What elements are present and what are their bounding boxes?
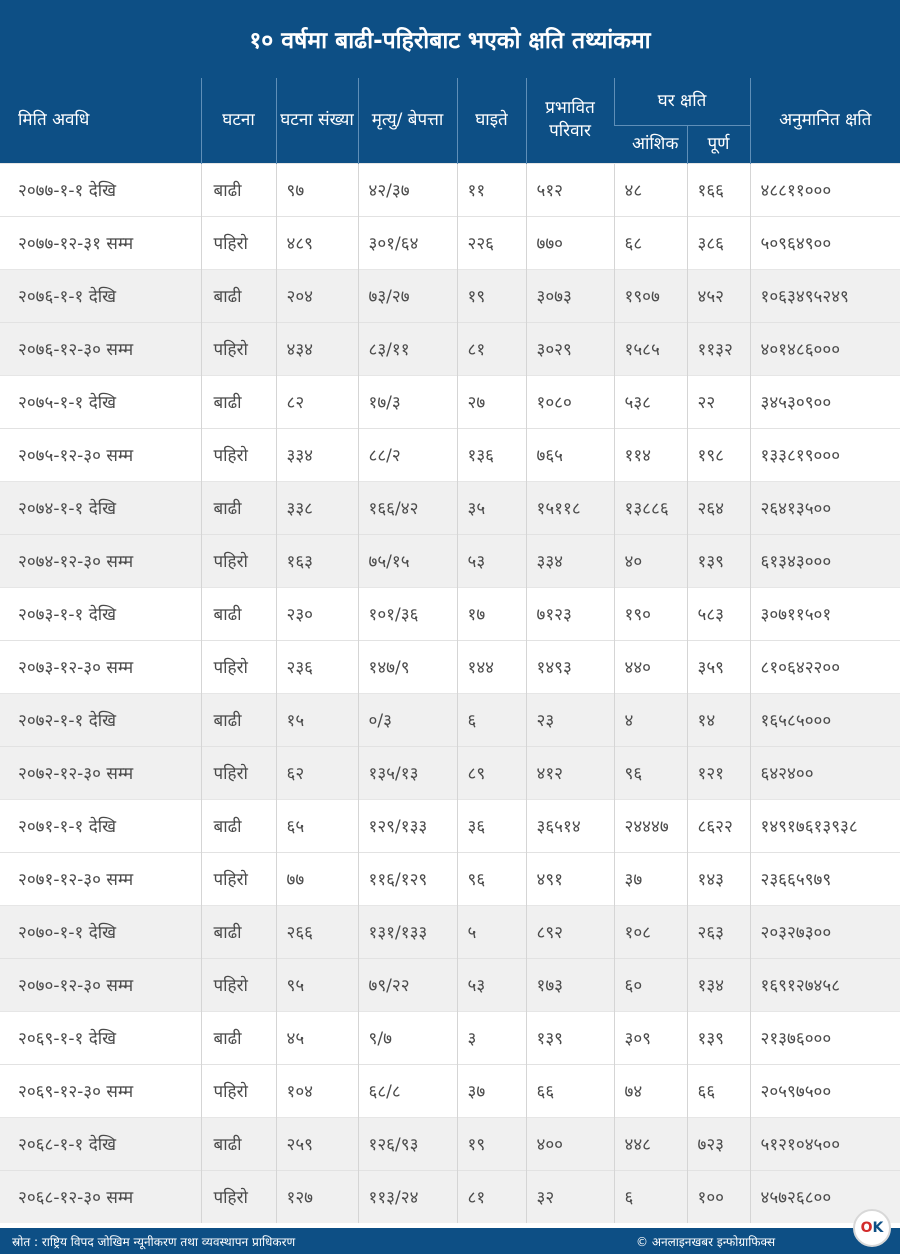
cell-period: २०७४-१-१ देखि (0, 481, 201, 534)
table-row (0, 428, 900, 481)
cell-period: २०७१-१२-३० सम्म (0, 852, 201, 905)
cell-death-missing: ७५/१५ (358, 534, 457, 587)
cell-full: २६४ (687, 481, 750, 534)
cell-death-missing: ९/७ (358, 1011, 457, 1064)
header-partial: आंशिक (614, 125, 687, 163)
header-count: घटना संख्या (276, 78, 358, 163)
table-row (0, 852, 900, 905)
cell-full: २६३ (687, 905, 750, 958)
cell-estimated-loss: ३४५३०९०० (750, 375, 900, 428)
cell-affected-family: ३०७३ (526, 269, 614, 322)
cell-count: ४५ (276, 1011, 358, 1064)
cell-injured: ३५ (457, 481, 526, 534)
cell-injured: ८९ (457, 746, 526, 799)
cell-event: पहिरो (201, 640, 276, 693)
brand-logo-icon (853, 1209, 891, 1247)
cell-event: पहिरो (201, 958, 276, 1011)
cell-partial: १०८ (614, 905, 687, 958)
cell-partial: ३०९ (614, 1011, 687, 1064)
cell-full: ४५२ (687, 269, 750, 322)
cell-death-missing: १३१/१३३ (358, 905, 457, 958)
cell-event: पहिरो (201, 216, 276, 269)
cell-full: ३८६ (687, 216, 750, 269)
cell-period: २०७५-१-१ देखि (0, 375, 201, 428)
table-row (0, 746, 900, 799)
cell-estimated-loss: २६४१३५०० (750, 481, 900, 534)
cell-affected-family: ३०२९ (526, 322, 614, 375)
cell-partial: ५३८ (614, 375, 687, 428)
cell-injured: ३६ (457, 799, 526, 852)
cell-period: २०७५-१२-३० सम्म (0, 428, 201, 481)
table-row (0, 481, 900, 534)
cell-event: पहिरो (201, 852, 276, 905)
cell-partial: १९०७ (614, 269, 687, 322)
cell-event: पहिरो (201, 428, 276, 481)
table-row (0, 958, 900, 1011)
cell-period: २०६९-१-१ देखि (0, 1011, 201, 1064)
header-house-damage: घर क्षति (614, 78, 750, 125)
cell-period: २०७०-१२-३० सम्म (0, 958, 201, 1011)
cell-partial: ११४ (614, 428, 687, 481)
cell-partial: २४४४७ (614, 799, 687, 852)
cell-partial: ४ (614, 693, 687, 746)
cell-affected-family: १३९ (526, 1011, 614, 1064)
cell-full: १२१ (687, 746, 750, 799)
cell-affected-family: ३६५१४ (526, 799, 614, 852)
cell-affected-family: १४९३ (526, 640, 614, 693)
cell-death-missing: ६८/८ (358, 1064, 457, 1117)
cell-injured: २२६ (457, 216, 526, 269)
cell-death-missing: १७/३ (358, 375, 457, 428)
cell-event: बाढी (201, 905, 276, 958)
header-affected-family: प्रभावित परिवार (526, 78, 614, 163)
cell-estimated-loss: ४८८११००० (750, 163, 900, 216)
cell-estimated-loss: १६५८५००० (750, 693, 900, 746)
table-row (0, 534, 900, 587)
cell-estimated-loss: ४०१४८६००० (750, 322, 900, 375)
cell-injured: १९ (457, 1117, 526, 1170)
cell-partial: ४४८ (614, 1117, 687, 1170)
cell-count: २३० (276, 587, 358, 640)
cell-count: ३३८ (276, 481, 358, 534)
cell-injured: १९ (457, 269, 526, 322)
table-row (0, 163, 900, 216)
cell-period: २०७६-१२-३० सम्म (0, 322, 201, 375)
cell-partial: ३७ (614, 852, 687, 905)
table-row (0, 1064, 900, 1117)
cell-injured: ५३ (457, 534, 526, 587)
cell-affected-family: ५१२ (526, 163, 614, 216)
cell-period: २०७३-१२-३० सम्म (0, 640, 201, 693)
cell-partial: १९० (614, 587, 687, 640)
cell-event: पहिरो (201, 1064, 276, 1117)
cell-affected-family: २३ (526, 693, 614, 746)
cell-affected-family: ६६ (526, 1064, 614, 1117)
cell-period: २०७३-१-१ देखि (0, 587, 201, 640)
table-row (0, 322, 900, 375)
cell-full: ८६२२ (687, 799, 750, 852)
cell-period: २०६९-१२-३० सम्म (0, 1064, 201, 1117)
cell-injured: ३७ (457, 1064, 526, 1117)
cell-full: ५८३ (687, 587, 750, 640)
cell-death-missing: ८८/२ (358, 428, 457, 481)
cell-estimated-loss: २१३७६००० (750, 1011, 900, 1064)
cell-estimated-loss: ३०७११५०१ (750, 587, 900, 640)
cell-event: बाढी (201, 375, 276, 428)
cell-injured: ९६ (457, 852, 526, 905)
cell-estimated-loss: ८१०६४२२०० (750, 640, 900, 693)
cell-event: बाढी (201, 1117, 276, 1170)
cell-full: ७२३ (687, 1117, 750, 1170)
cell-affected-family: ३२ (526, 1170, 614, 1223)
cell-full: २२ (687, 375, 750, 428)
cell-death-missing: १३५/१३ (358, 746, 457, 799)
cell-injured: ५३ (457, 958, 526, 1011)
cell-affected-family: ४०० (526, 1117, 614, 1170)
cell-death-missing: १२९/१३३ (358, 799, 457, 852)
cell-period: २०७२-१२-३० सम्म (0, 746, 201, 799)
cell-affected-family: ४९१ (526, 852, 614, 905)
cell-count: ६२ (276, 746, 358, 799)
cell-affected-family: ७७० (526, 216, 614, 269)
cell-count: ३३४ (276, 428, 358, 481)
cell-estimated-loss: २०३२७३०० (750, 905, 900, 958)
cell-affected-family: ७१२३ (526, 587, 614, 640)
source-note: स्रोत : राष्ट्रिय विपद जोखिम न्यूनीकरण तथा व्यवस्थापन प्राधिकरण (12, 1234, 296, 1249)
table-row (0, 1117, 900, 1170)
page-title: १० वर्षमा बाढी-पहिरोबाट भएको क्षति तथ्यांकमा (0, 0, 900, 78)
cell-estimated-loss: ५०९६४९०० (750, 216, 900, 269)
logo-letter-k: K (872, 1220, 884, 1236)
cell-partial: ४८ (614, 163, 687, 216)
cell-event: पहिरो (201, 322, 276, 375)
cell-death-missing: ११३/२४ (358, 1170, 457, 1223)
table-row (0, 799, 900, 852)
cell-death-missing: ७९/२२ (358, 958, 457, 1011)
header-event: घटना (201, 78, 276, 163)
cell-injured: १३६ (457, 428, 526, 481)
cell-death-missing: १६६/४२ (358, 481, 457, 534)
table-row (0, 1011, 900, 1064)
cell-full: ११३२ (687, 322, 750, 375)
cell-event: बाढी (201, 693, 276, 746)
cell-count: ८२ (276, 375, 358, 428)
header-injured: घाइते (457, 78, 526, 163)
footer-bar (0, 1228, 900, 1254)
cell-estimated-loss: १६९१२७४५८ (750, 958, 900, 1011)
header-estimated-loss: अनुमानित क्षति (750, 78, 900, 163)
header-period: मिति अवधि (0, 78, 201, 163)
cell-period: २०७२-१-१ देखि (0, 693, 201, 746)
cell-estimated-loss: २३६६५९७९ (750, 852, 900, 905)
cell-count: २५९ (276, 1117, 358, 1170)
cell-death-missing: ११६/१२९ (358, 852, 457, 905)
cell-full: १४ (687, 693, 750, 746)
cell-injured: ८१ (457, 322, 526, 375)
cell-count: ७७ (276, 852, 358, 905)
cell-partial: ६८ (614, 216, 687, 269)
cell-full: १०० (687, 1170, 750, 1223)
cell-count: ६५ (276, 799, 358, 852)
table-row (0, 269, 900, 322)
cell-estimated-loss: २०५९७५०० (750, 1064, 900, 1117)
cell-injured: ६ (457, 693, 526, 746)
cell-event: पहिरो (201, 1170, 276, 1223)
cell-count: १५ (276, 693, 358, 746)
table-row (0, 587, 900, 640)
cell-event: पहिरो (201, 534, 276, 587)
cell-affected-family: ४१२ (526, 746, 614, 799)
cell-estimated-loss: ५१२१०४५०० (750, 1117, 900, 1170)
cell-partial: ६ (614, 1170, 687, 1223)
cell-full: १३९ (687, 534, 750, 587)
cell-full: १६६ (687, 163, 750, 216)
cell-affected-family: ३३४ (526, 534, 614, 587)
cell-count: २६६ (276, 905, 358, 958)
table-row (0, 640, 900, 693)
cell-partial: ९६ (614, 746, 687, 799)
cell-count: २०४ (276, 269, 358, 322)
cell-affected-family: १७३ (526, 958, 614, 1011)
cell-injured: २७ (457, 375, 526, 428)
cell-period: २०७१-१-१ देखि (0, 799, 201, 852)
cell-estimated-loss: ६४२४०० (750, 746, 900, 799)
cell-estimated-loss: १३३८१९००० (750, 428, 900, 481)
table-row (0, 693, 900, 746)
cell-partial: ७४ (614, 1064, 687, 1117)
cell-event: बाढी (201, 481, 276, 534)
cell-injured: १४४ (457, 640, 526, 693)
cell-injured: ३ (457, 1011, 526, 1064)
header-death-missing: मृत्यु/ बेपत्ता (358, 78, 457, 163)
cell-partial: ६० (614, 958, 687, 1011)
cell-period: २०७७-१२-३१ सम्म (0, 216, 201, 269)
table-row (0, 375, 900, 428)
cell-full: ३५९ (687, 640, 750, 693)
cell-count: ९७ (276, 163, 358, 216)
table-row (0, 1170, 900, 1223)
cell-partial: १३८८६ (614, 481, 687, 534)
cell-event: बाढी (201, 1011, 276, 1064)
cell-full: १४३ (687, 852, 750, 905)
cell-death-missing: ८३/११ (358, 322, 457, 375)
cell-full: ६६ (687, 1064, 750, 1117)
cell-injured: १७ (457, 587, 526, 640)
cell-estimated-loss: १४९१७६१३९३८ (750, 799, 900, 852)
cell-event: बाढी (201, 163, 276, 216)
cell-death-missing: ३०१/६४ (358, 216, 457, 269)
cell-injured: ११ (457, 163, 526, 216)
cell-event: बाढी (201, 269, 276, 322)
cell-event: पहिरो (201, 746, 276, 799)
table-header (0, 78, 900, 163)
table-row (0, 905, 900, 958)
cell-count: १०४ (276, 1064, 358, 1117)
cell-affected-family: ८९२ (526, 905, 614, 958)
cell-period: २०७०-१-१ देखि (0, 905, 201, 958)
logo-letter-o: O (860, 1220, 873, 1236)
cell-death-missing: १०१/३६ (358, 587, 457, 640)
cell-event: बाढी (201, 587, 276, 640)
cell-count: ४३४ (276, 322, 358, 375)
header-full: पूर्ण (687, 125, 750, 163)
cell-death-missing: १२६/९३ (358, 1117, 457, 1170)
cell-death-missing: ४२/३७ (358, 163, 457, 216)
table-body (0, 163, 900, 1223)
table-row (0, 216, 900, 269)
damage-table (0, 78, 900, 1223)
cell-death-missing: ०/३ (358, 693, 457, 746)
cell-estimated-loss: ४५७२६८०० (750, 1170, 900, 1223)
cell-period: २०६८-१२-३० सम्म (0, 1170, 201, 1223)
cell-estimated-loss: ६१३४३००० (750, 534, 900, 587)
cell-event: बाढी (201, 799, 276, 852)
cell-partial: १५८५ (614, 322, 687, 375)
cell-partial: ४० (614, 534, 687, 587)
cell-affected-family: १०८० (526, 375, 614, 428)
cell-full: १३४ (687, 958, 750, 1011)
cell-count: १६३ (276, 534, 358, 587)
cell-injured: ५ (457, 905, 526, 958)
cell-death-missing: ७३/२७ (358, 269, 457, 322)
cell-count: ४८९ (276, 216, 358, 269)
cell-count: १२७ (276, 1170, 358, 1223)
cell-partial: ४४० (614, 640, 687, 693)
cell-full: १९८ (687, 428, 750, 481)
cell-death-missing: १४७/९ (358, 640, 457, 693)
cell-estimated-loss: १०६३४९५२४९ (750, 269, 900, 322)
cell-count: २३६ (276, 640, 358, 693)
cell-period: २०७६-१-१ देखि (0, 269, 201, 322)
credit-note: © अनलाइनखबर इन्फोग्राफिक्स (636, 1234, 776, 1249)
cell-affected-family: १५११८ (526, 481, 614, 534)
cell-count: ९५ (276, 958, 358, 1011)
cell-period: २०७४-१२-३० सम्म (0, 534, 201, 587)
cell-injured: ८१ (457, 1170, 526, 1223)
cell-full: १३९ (687, 1011, 750, 1064)
cell-affected-family: ७६५ (526, 428, 614, 481)
cell-period: २०७७-१-१ देखि (0, 163, 201, 216)
cell-period: २०६८-१-१ देखि (0, 1117, 201, 1170)
